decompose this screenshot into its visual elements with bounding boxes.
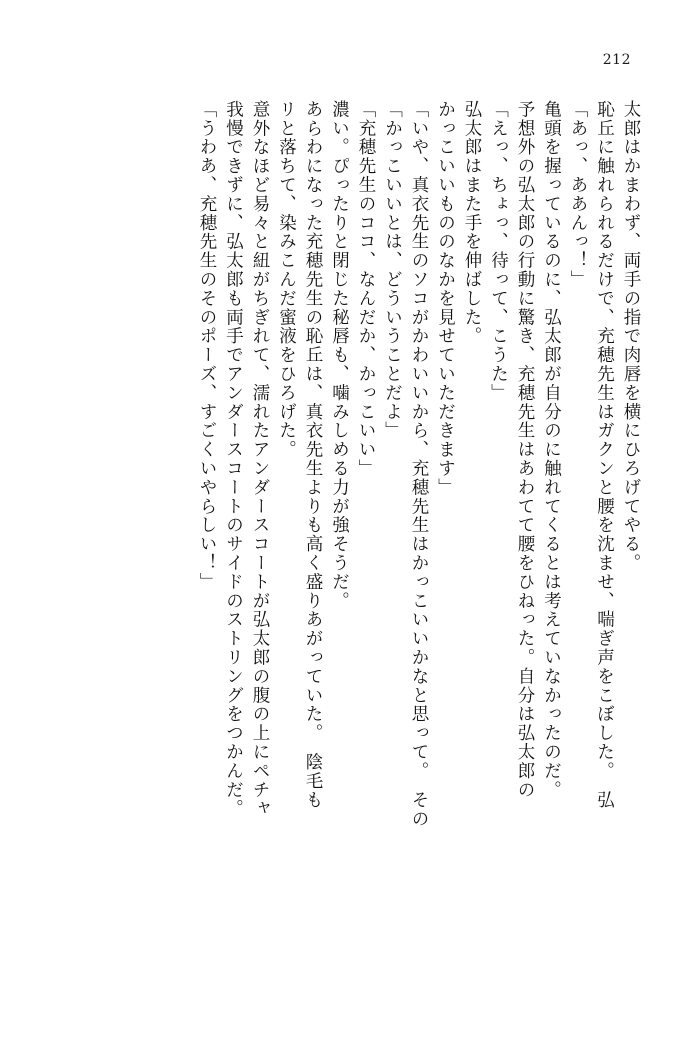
- text-column: 「あっ、ああんっ！」: [568, 100, 588, 289]
- text-column: 予想外の弘太郎の行動に驚き、充穂先生はあわてて腰をひねった。自分は弘太郎の: [515, 100, 535, 800]
- page-number: 212: [602, 52, 631, 68]
- text-column: 亀頭を握っているのに、弘太郎が自分のに触れてくるとは考えていなかったのだ。: [541, 100, 562, 800]
- text-column: 「えっ、ちょっ、待って、こうた」: [488, 100, 509, 403]
- text-column: 「いや、真衣先生のソコがかわいいから、充穂先生はかっこいいかなと思って。 その: [409, 100, 429, 829]
- text-column: 「充穂先生のココ、なんだか、かっこいい」: [356, 100, 376, 478]
- text-column: 弘太郎はまた手を伸ばした。: [462, 100, 482, 346]
- text-column: 濃い。ぴったりと閉じた秘唇も、噛みしめる力が強そうだ。: [329, 100, 350, 611]
- text-column: 我慢できずに、弘太郎も両手でアンダースコートのサイドのストリングをつかんだ。: [223, 100, 244, 819]
- text-column: 恥丘に触れられるだけで、充穂先生はガクンと腰を沈ませ、喘ぎ声をこぼした。 弘: [594, 100, 615, 810]
- text-column: あらわになった充穂先生の恥丘は、真衣先生よりも高く盛りあがっていた。 陰毛も: [303, 100, 323, 810]
- text-column: 太郎はかまわず、両手の指で肉唇を横にひろげてやる。: [621, 100, 641, 573]
- text-column: 「かっこいいとは、どういうことだよ」: [382, 100, 403, 441]
- text-column: 意外なほど易々と紐がちぎれて、濡れたアンダースコートが弘太郎の腹の上にペチャ: [250, 100, 270, 819]
- text-column: かっこいいもののなかを見せていただきます」: [435, 100, 456, 497]
- body-text-block: [198, 100, 640, 960]
- text-column: 「うわあ、充穂先生のそのポーズ、すごくいやらしい！」: [197, 100, 217, 592]
- text-column: リと落ちて、染みこんだ蜜液をひろげた。: [276, 100, 297, 460]
